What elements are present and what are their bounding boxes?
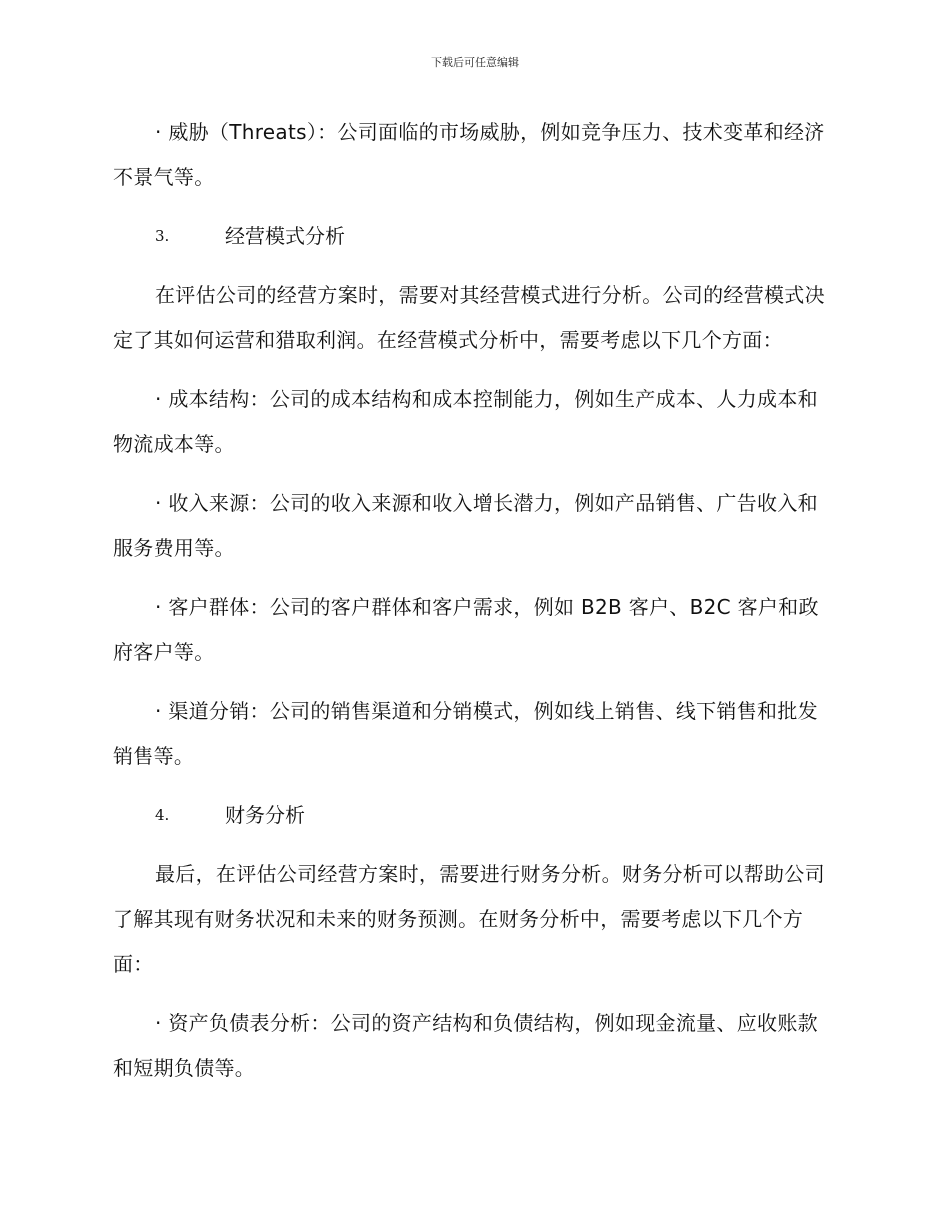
page-header: 下载后可任意编辑 bbox=[431, 56, 519, 69]
section-number: 4. bbox=[155, 806, 170, 824]
document-body bbox=[113, 110, 833, 1105]
paragraph-balance-sheet: · 资产负债表分析：公司的资产结构和负债结构，例如现金流量、应收账款和短期负债等。 bbox=[113, 1011, 818, 1080]
paragraph-threats: · 威胁（Threats）：公司面临的市场威胁，例如竞争压力、技术变革和经济不景气等。 bbox=[113, 120, 825, 189]
section-number: 3. bbox=[155, 227, 170, 245]
paragraph-financial-intro: 最后，在评估公司经营方案时，需要进行财务分析。财务分析可以帮助公司了解其现有财务状况和未来的财务预测。在财务分析中，需要考虑以下几个方面： bbox=[113, 862, 825, 976]
paragraph-revenue-sources: · 收入来源：公司的收入来源和收入增长潜力，例如产品销售、广告收入和服务费用等。 bbox=[113, 491, 818, 560]
section-heading-financial-analysis bbox=[113, 793, 833, 838]
paragraph-cost-structure: · 成本结构：公司的成本结构和成本控制能力，例如生产成本、人力成本和物流成本等。 bbox=[113, 387, 818, 456]
paragraph-distribution-channels: · 渠道分销：公司的销售渠道和分销模式，例如线上销售、线下销售和批发销售等。 bbox=[113, 699, 818, 768]
section-heading-business-model bbox=[113, 214, 833, 259]
section-title: 财务分析 bbox=[225, 803, 305, 827]
section-title: 经营模式分析 bbox=[225, 224, 345, 248]
paragraph-customer-groups: · 客户群体：公司的客户群体和客户需求，例如 B2B 客户、B2C 客户和政府客户等。 bbox=[113, 595, 819, 664]
paragraph-business-model-intro: 在评估公司的经营方案时，需要对其经营模式进行分析。公司的经营模式决定了其如何运营和猎取利润。在经营模式分析中，需要考虑以下几个方面： bbox=[113, 283, 825, 352]
